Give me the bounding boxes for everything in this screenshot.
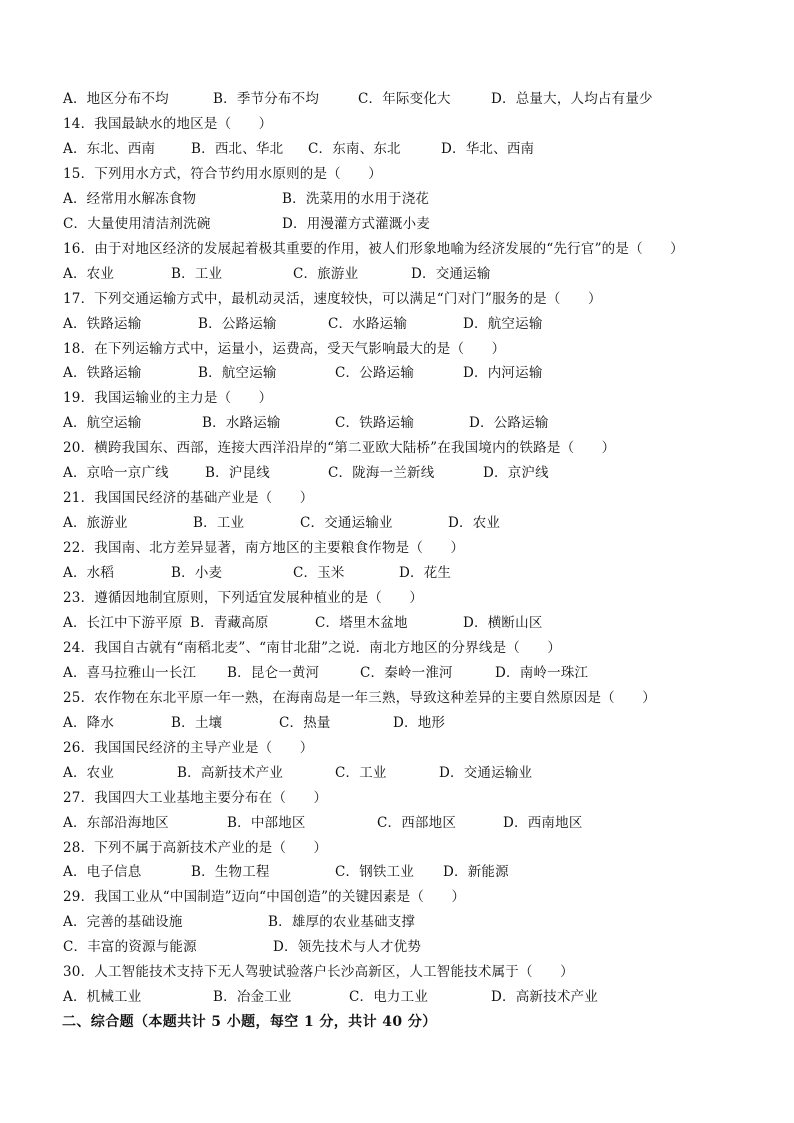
option-d: D．花生 (399, 565, 452, 582)
option-b: B．公路运输 (198, 315, 277, 332)
option-a: A．地区分布不均 (63, 91, 169, 107)
question-stem: 19．我国运输业的主力是（ ） (63, 390, 273, 407)
option-d: D．高新技术产业 (491, 989, 598, 1006)
option-b: B．工业 (193, 515, 245, 532)
option-d: D．交通运输 (411, 265, 491, 282)
option-c: C．塔里木盆地 (315, 614, 408, 631)
option-b: B．中部地区 (227, 814, 306, 831)
option-a: A．水稻 (63, 565, 115, 582)
option-b: B．生物工程 (191, 864, 270, 881)
question-stem: 20．横跨我国东、西部，连接大西洋沿岸的“第二亚欧大陆桥”在我国境内的铁路是（ ） (63, 440, 616, 457)
option-c: C．秦岭一淮河 (360, 664, 453, 681)
option-a: A．农业 (63, 265, 115, 282)
option-d: D．南岭一珠江 (495, 664, 589, 681)
option-c: C．水路运输 (328, 315, 408, 332)
option-c: C．工业 (335, 764, 387, 781)
option-b: B．冶金工业 (213, 989, 292, 1006)
option-c: C．玉米 (293, 565, 345, 582)
option-b: B．青藏高原 (190, 614, 269, 631)
option-a: C．大量使用清洁剂洗碗 (63, 215, 211, 232)
question-stem: 14．我国最缺水的地区是（ ） (63, 115, 273, 132)
option-b: B．雄厚的农业基础支撑 (268, 914, 416, 931)
option-b: B．工业 (171, 265, 223, 282)
option-c: C．东南、东北 (308, 140, 401, 157)
option-a: A．电子信息 (63, 864, 142, 881)
option-d: D．横断山区 (463, 614, 543, 631)
option-d: D．总量大，人均占有量少 (491, 91, 653, 107)
option-c: C．铁路运输 (335, 415, 415, 432)
option-b: B．航空运输 (198, 365, 277, 382)
option-b: B．洗菜用的水用于浇花 (282, 190, 430, 207)
option-a: A．农业 (63, 764, 115, 781)
option-d: D．航空运输 (463, 315, 543, 332)
question-stem: 30．人工智能技术支持下无人驾驶试验落户长沙高新区，人工智能技术属于（ ） (63, 964, 574, 981)
option-a: A．降水 (63, 714, 115, 731)
option-b: B．沪昆线 (205, 465, 270, 482)
option-a: A．东部沿海地区 (63, 814, 169, 831)
question-stem: 24．我国自古就有“南稻北麦”、“南甘北甜”之说．南北方地区的分界线是（ ） (63, 639, 562, 656)
option-d: D．西南地区 (503, 814, 583, 831)
question-stem: 27．我国四大工业基地主要分布在（ ） (63, 789, 328, 806)
option-d: D．华北、西南 (441, 140, 535, 157)
section-heading: 二、综合题（本题共计 5 小题，每空 1 分，共计 40 分） (62, 1014, 437, 1031)
option-b: B．小麦 (171, 565, 223, 582)
option-c: C．西部地区 (377, 814, 457, 831)
option-d: D．地形 (393, 714, 446, 731)
option-a: A．机械工业 (63, 989, 142, 1006)
option-c: C．旅游业 (293, 265, 359, 282)
question-stem: 23．遵循因地制宜原则，下列适宜发展种植业的是（ ） (63, 590, 424, 606)
option-d: D．交通运输业 (439, 764, 533, 781)
option-c: C．钢铁工业 (335, 864, 415, 881)
option-a: A．经常用水解冻食物 (63, 190, 197, 207)
option-a: A．长江中下游平原 (63, 614, 183, 631)
option-a: A．东北、西南 (63, 140, 156, 157)
option-d: D．公路运输 (469, 415, 549, 432)
option-b: B．昆仑一黄河 (227, 664, 320, 681)
option-a: A．京哈一京广线 (63, 465, 169, 482)
question-stem: 16．由于对地区经济的发展起着极其重要的作用，被人们形象地喻为经济发展的“先行官”的是（ ） (63, 240, 684, 257)
question-stem: 15．下列用水方式，符合节约用水原则的是（ ） (63, 165, 382, 182)
option-b: B．土壤 (171, 714, 223, 731)
option-d: D．京沪线 (483, 465, 549, 482)
question-stem: 22．我国南、北方差异显著，南方地区的主要粮食作物是（ ） (63, 540, 465, 557)
question-stem: 17．下列交通运输方式中，最机动灵活，速度较快，可以满足“门对门”服务的是（ ） (63, 290, 602, 307)
option-c: C．交通运输业 (300, 515, 393, 532)
option-c: C．电力工业 (349, 989, 429, 1006)
question-stem: 26．我国国民经济的主导产业是（ ） (63, 739, 314, 756)
option-b: B．季节分布不均 (213, 91, 320, 107)
option-a: A．航空运输 (63, 415, 142, 432)
question-stem: 21．我国国民经济的基础产业是（ ） (63, 490, 314, 507)
option-d: D．农业 (448, 515, 501, 532)
option-a: A．铁路运输 (63, 315, 142, 332)
option-a: A．完善的基础设施 (63, 914, 183, 931)
option-c: C．年际变化大 (358, 91, 451, 107)
question-stem: 28．下列不属于高新技术产业的是（ ） (63, 839, 328, 856)
option-a: A．喜马拉雅山一长江 (63, 664, 197, 681)
option-d: D．新能源 (443, 864, 509, 881)
option-c: C．公路运输 (335, 365, 415, 382)
option-b: B．水路运输 (202, 415, 281, 432)
option-b: D．领先技术与人才优势 (273, 939, 422, 956)
option-b: B．高新技术产业 (177, 764, 284, 781)
question-stem: 29．我国工业从“中国制造”迈向“中国创造”的关键因素是（ ） (63, 889, 466, 906)
option-a: A．旅游业 (63, 515, 128, 532)
option-b: B．西北、华北 (191, 140, 284, 157)
option-b: D．用漫灌方式灌溉小麦 (282, 215, 431, 232)
option-d: D．内河运输 (463, 365, 543, 382)
option-c: C．热量 (279, 714, 331, 731)
option-c: C．陇海一兰新线 (328, 465, 435, 482)
question-stem: 25．农作物在东北平原一年一熟，在海南岛是一年三熟，导致这种差异的主要自然原因是（ ） (63, 689, 656, 706)
option-a: A．铁路运输 (63, 365, 142, 382)
option-a: C．丰富的资源与能源 (63, 939, 197, 956)
question-stem: 18．在下列运输方式中，运量小，运费高，受天气影响最大的是（ ） (63, 340, 506, 357)
